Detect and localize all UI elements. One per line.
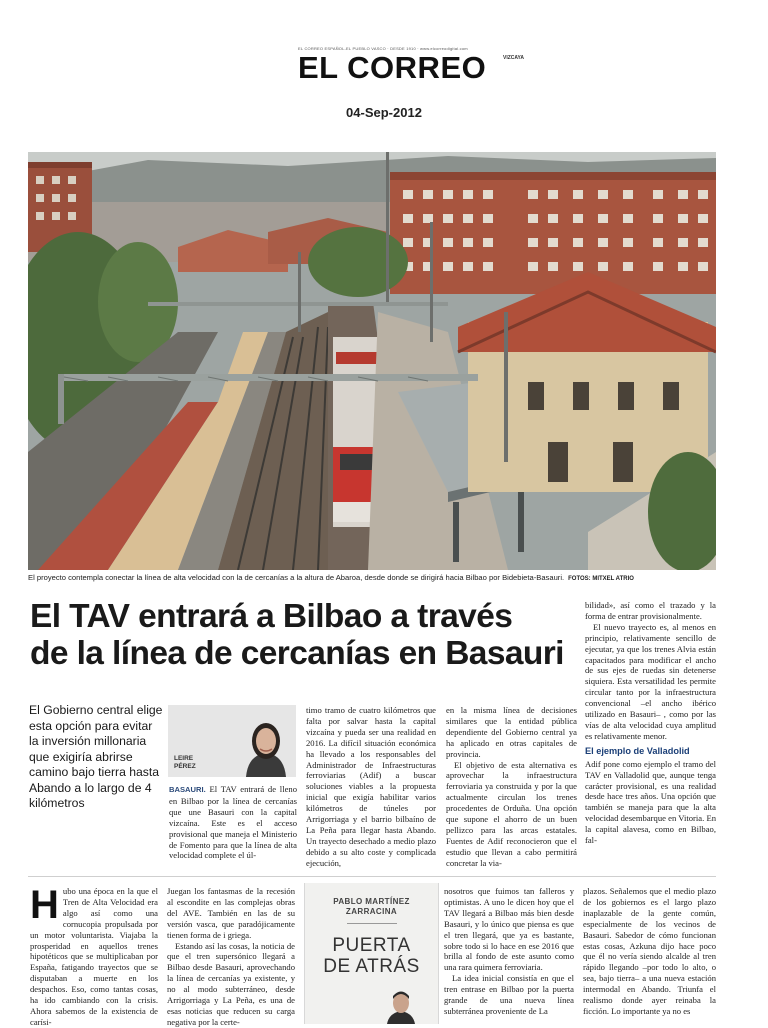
caption-text: El proyecto contempla conectar la línea de alta velocidad con la de cercanías a la altura de Abaroa, desde donde se dirigirá hacia Bilbao por Bidebieta-Basauri. — [28, 573, 565, 582]
dateline: BASAURI. — [169, 785, 206, 794]
columnist-divider — [347, 923, 397, 924]
author-box — [168, 705, 296, 777]
columnist-name-line-2: ZARRACINA — [345, 907, 398, 916]
column-4-paragraph-1: bilidad», así como el trazado y la forma de entrar provisionalmente. — [585, 600, 716, 621]
opinion-column-4-paragraph-1: nosotros que fuimos tan falleros y optimistas. A uno le dicen hoy que el TAV llegará a Bilbao más bien desde Basauri, y lo único que piensa es que el tren llegará, que ya es bastante, sobre todo si lo hace en ese 2016 que brilla al fondo de este asunto como una rara quimera ferroviaria. — [444, 886, 574, 973]
column-1-text: El TAV entrará de lleno en Bilbao por la línea de cercanías que une Basauri con la capital vizcaína. Este es el acceso provisional que maneja el Ministerio de Fomento para que la línea de alta velocidad complete el úl- — [169, 784, 297, 861]
columnist-name-line-1: PABLO MARTÍNEZ — [333, 897, 410, 906]
opinion-column-4-paragraph-2: La idea inicial consistía en que el tren entrase en Bilbao por la puerta grande de una nueva línea subterránea proveniente de La — [444, 973, 574, 1016]
column-4-paragraph-2: El nuevo trayecto es, al menos en principio, relativamente sencillo de ejecutar, ya que los trenes Alvia están capacitados para modificar el ancho de sus ejes de ruedas sin detenerse siquiera. Esta versatilidad les permite circular tanto por la infraestructura convencional –el ancho ibérico utilizado en Basauri– , como por las vías de alta velocidad cuya amplitud es relativamente menor. — [585, 621, 716, 741]
column-3-paragraph-2: El objetivo de esta alternativa es aprovechar la infraestructura ferroviaria ya construida y por la que actualmente circulan los trenes procedentes de Orduña. Una opción que supone el ahorro de un buen pellizco para las arcas estatales. Fuentes de Adif reconocieron que el estudio que llevan a cabo permitirá concretar la via- — [446, 759, 577, 868]
photo-credit: FOTOS: MITXEL ATRIO — [568, 576, 634, 582]
opinion-column-5-text: plazos. Señalemos que el medio plazo de los gobiernos es el largo plazo inaplazable de la gente común, especialmente de los vecinos de Basauri. Sabedor de cómo funcionan estas cosas, Azkuna dijo hace poco que él no vería siendo alcalde al tren rápido llegando –por todo lo alto, o sea, bajo tierra– a una nueva estación intermodal en Abando. Triunfa el realismo donde ayer reinaba la ficción. Lo importante ya no es — [583, 886, 716, 1016]
author-photo — [238, 711, 294, 777]
column-3-paragraph-1: en la misma línea de decisiones similares que la entidad pública dependiente del Gobierno central ya ha aplicado en otras capitales de provincia. — [446, 705, 577, 759]
opinion-column-2-paragraph-2: Estando así las cosas, la noticia de que el tren supersónico llegará a Bilbao desde Basauri, aprovechando la línea de cercanías ya existente, y no al modo subterráneo, desde Arrigorriaga y La Peña, es una de esas noticias que reducen su carga negativa por la certe- — [167, 940, 295, 1027]
section-divider — [28, 876, 716, 877]
article-column-1 — [169, 784, 297, 861]
opinion-column-5 — [583, 886, 716, 1017]
author-first-name: LEIRE — [174, 755, 194, 762]
article-column-3 — [446, 705, 577, 869]
opinion-column-box — [304, 883, 439, 1024]
article-lead: El Gobierno central elige esta opción para evitar la inversión millonaria que exigiría abrirse camino bajo tierra hasta Abando a lo largo de 4 kilómetros — [29, 703, 163, 810]
column-title-line-1: PUERTA — [332, 935, 411, 956]
opinion-column-2 — [167, 886, 295, 1028]
opinion-column-4 — [444, 886, 574, 1017]
column-4-paragraph-3: Adif pone como ejemplo el tramo del TAV en Valladolid que, aunque tenga carácter provisional, es una realidad desde hace tres años. Una opción que también se maneja para que la alta velocidad desembarque en Vitoria. En la capital alavesa, como en Bilbao, fal- — [585, 758, 716, 846]
opinion-column-1 — [30, 883, 158, 1028]
column-2-text: timo tramo de cuatro kilómetros que falta por salvar hasta la capital vizcaína y pueda ser una realidad en 2016. La difícil situación económica ha llevado a los responsables del Administrador de Infraestructuras ferroviarias (Adif) a buscar soluciones viables a la propuesta inicial que exigía habilitar varios kilómetros de túneles por Arrigorriaga y el barrio bilbaíno de La Peña para llegar hasta Abando. Un trayecto desechado a medio plazo debido a su alto coste y complicada ejecución, — [306, 705, 436, 868]
article-column-2 — [306, 705, 436, 869]
columnist-photo — [383, 989, 419, 1024]
drop-cap: H — [30, 883, 59, 927]
columnist-name — [305, 897, 438, 917]
masthead-tagline: EL CORREO ESPAÑOL-EL PUEBLO VASCO · DESDE 1910 · www.elcorreodigital.com — [298, 46, 468, 51]
photo-caption — [28, 573, 718, 582]
headline-line-1: El TAV entrará a Bilbao a través — [30, 598, 513, 635]
article-headline — [30, 598, 590, 672]
opinion-column-1-text: ubo una época en la que el Tren de Alta Velocidad era algo así como una cornucopia propulsada por un motor voluntarista. Viajaba la prosperidad en aquellos trenes hipotéticos que se multiplicaban por España, fatigando trayectos que se disputaban a muerte en los despachos. Eso, como tantas cosas, ha ido cambiando con la crisis. Ahora sabemos de la existencia de carísi- — [30, 886, 158, 1027]
author-name — [174, 755, 234, 771]
column-title — [305, 935, 438, 977]
article-photo — [28, 152, 716, 570]
headline-line-2: de la línea de cercanías en Basauri — [30, 635, 564, 672]
newspaper-logo: EL CORREO — [298, 50, 487, 85]
author-last-name: PÉREZ — [174, 763, 196, 770]
article-column-4 — [585, 600, 716, 846]
article-subhead: El ejemplo de Valladolid — [585, 745, 690, 756]
edition-label: VIZCAYA — [503, 55, 525, 61]
column-title-line-2: DE ATRÁS — [323, 956, 420, 977]
opinion-column-2-paragraph-1: Juegan los fantasmas de la recesión al escondite en las complejas obras del AVE. También en las de su versión vasca, que paradójicamente tienen forma de i griega. — [167, 886, 295, 940]
publication-date: 04-Sep-2012 — [346, 105, 422, 120]
